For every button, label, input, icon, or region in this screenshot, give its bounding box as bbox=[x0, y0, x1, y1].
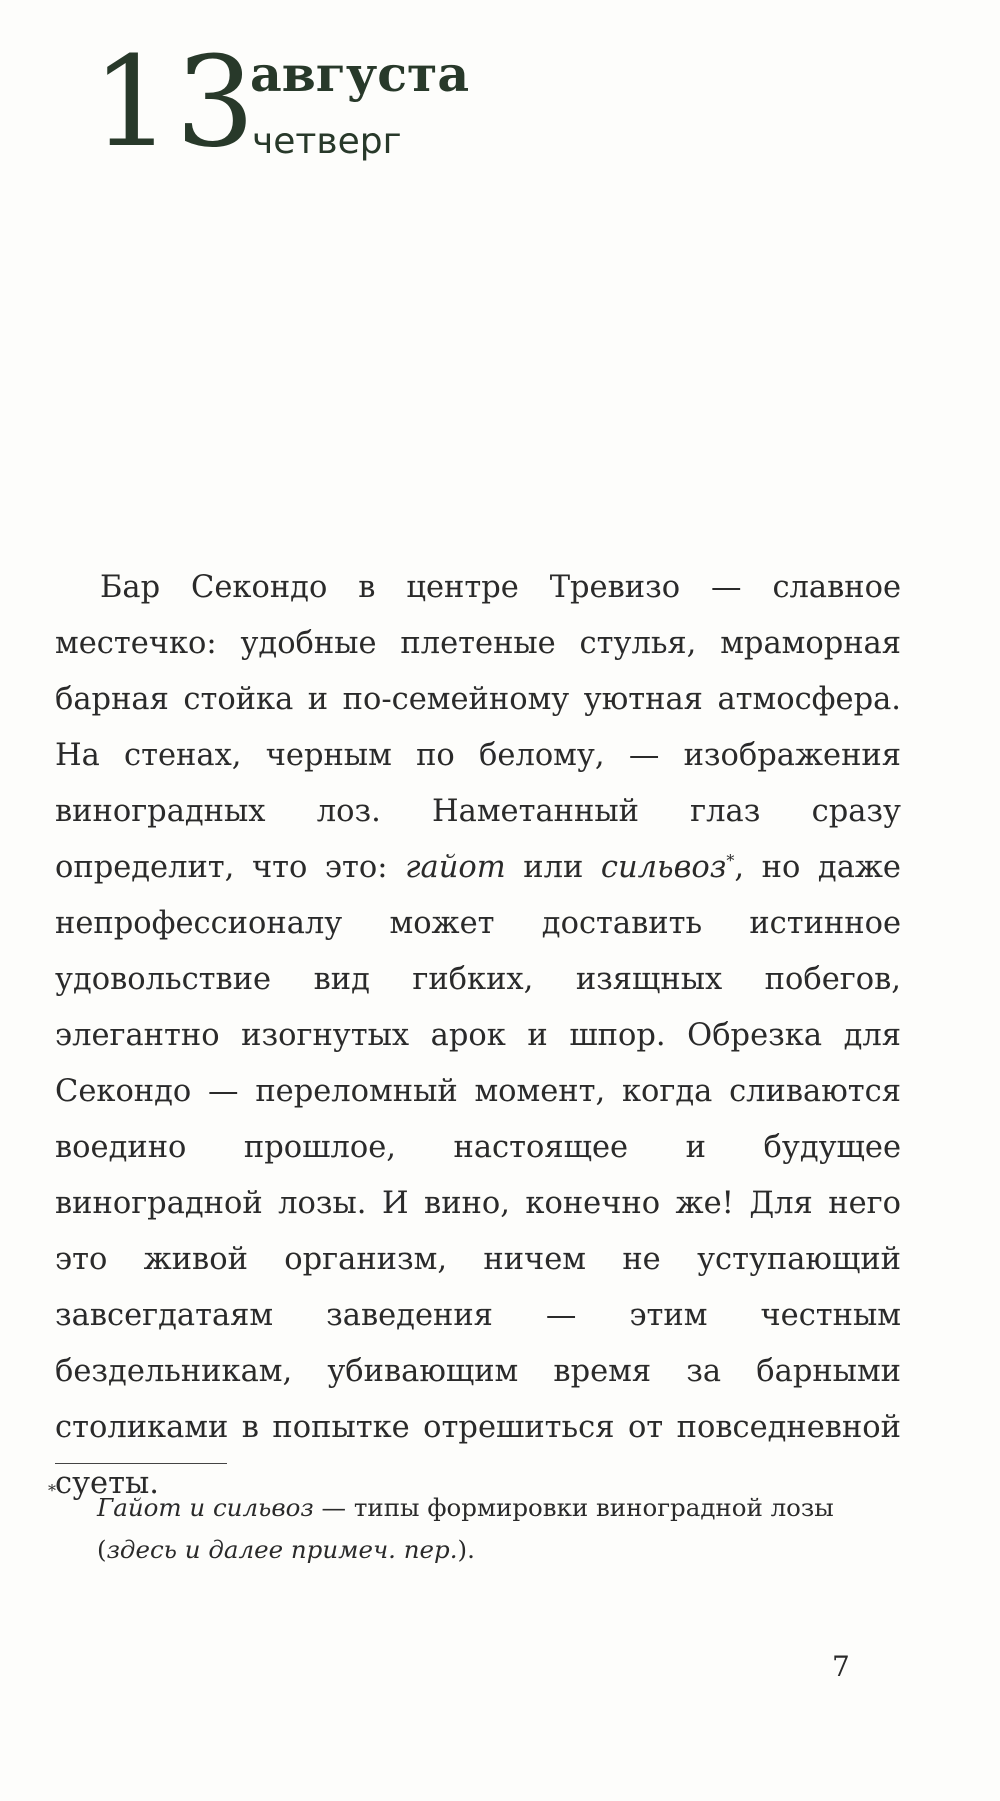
footnote-definition: — типы формировки виноградной лозы ( bbox=[97, 1493, 834, 1564]
footnote-term: Гайот и сильвоз bbox=[97, 1493, 314, 1522]
term-silvoz: сильвоз bbox=[600, 850, 727, 885]
footnote-text bbox=[55, 1487, 901, 1571]
paragraph-text-part1: Бар Секондо в центре Тревизо — славное местечко: удобные плетеные стулья, мраморная барная стойка и по-семейному уютная атмосфера. На стенах, черным по белому, — изображения виноградных лоз. Наметанный глаз сразу определит, что это: bbox=[55, 570, 901, 885]
month-name: августа bbox=[250, 45, 470, 103]
footnote-reference: * bbox=[726, 850, 735, 870]
page-number: 7 bbox=[832, 1650, 850, 1683]
main-paragraph bbox=[55, 560, 901, 1512]
weekday-name: четверг bbox=[252, 121, 402, 162]
footnote-close: ). bbox=[457, 1535, 475, 1564]
footnote-note: здесь и далее примеч. пер. bbox=[106, 1535, 458, 1564]
conjunction: или bbox=[505, 850, 601, 885]
term-gayot: гайот bbox=[405, 850, 506, 885]
footnote-marker: * bbox=[48, 1481, 56, 1500]
day-number: 13 bbox=[92, 30, 260, 175]
footnote-divider bbox=[55, 1463, 227, 1464]
paragraph-text-part2: , но даже непрофессионалу может доставить истинное удовольствие вид гибких, изящных побегов, элегантно изогнутых арок и шпор. Обрезка для Секондо — переломный момент, когда сливаются воедино прошлое, настоящее и будущее виноградной лозы. И вино, конечно же! Для него это живой организм, ничем не уступающий завсегдатаям заведения — этим честным бездельникам, убивающим время за барными столиками в попытке отрешиться от повседневной суеты. bbox=[55, 850, 901, 1501]
footnote bbox=[48, 1481, 901, 1571]
